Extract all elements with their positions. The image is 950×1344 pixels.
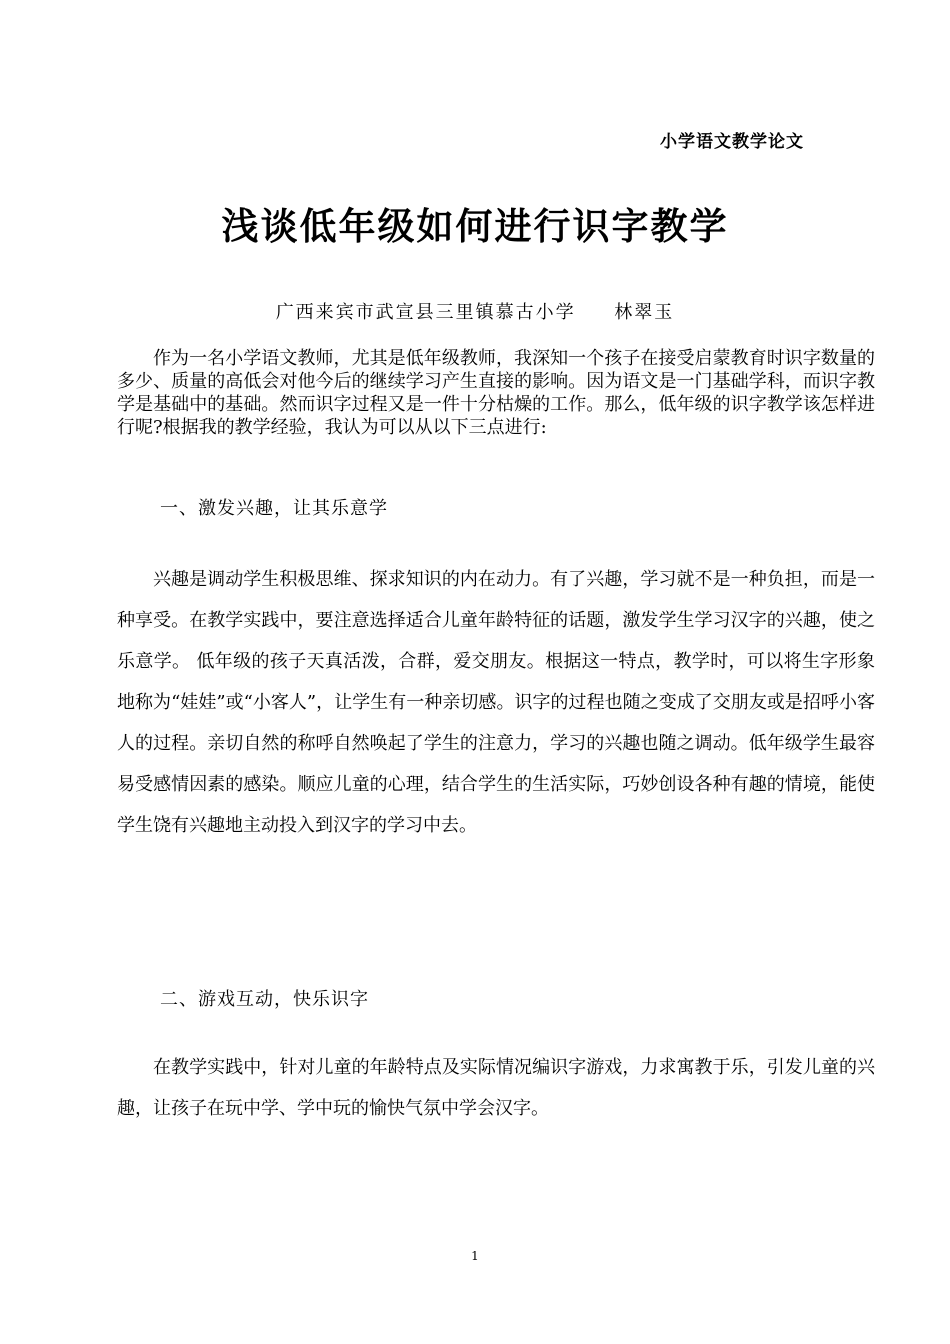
section-heading-1: 一、激发兴趣，让其乐意学 xyxy=(160,498,388,519)
header-category-label: 小学语文教学论文 xyxy=(660,132,804,152)
document-title: 浅谈低年级如何进行识字教学 xyxy=(221,205,729,248)
author-affiliation: 广西来宾市武宣县三里镇慕古小学 林翠玉 xyxy=(275,302,675,323)
section-body-2: 在教学实践中，针对儿童的年龄特点及实际情况编识字游戏，力求寓教于乐，引发儿童的兴趣，让孩子在玩中学、学中玩的愉快气氛中学会汉字。 xyxy=(117,1057,875,1119)
page-number: 1 xyxy=(471,1249,479,1263)
section-body-1: 兴趣是调动学生积极思维、探求知识的内在动力。有了兴趣，学习就不是一种负担，而是一种享受。在教学实践中，要注意选择适合儿童年龄特征的话题，激发学生学习汉字的兴趣，使之乐意学。 低年级的孩子天真活泼，合群，爱交朋友。根据这一特点，教学时，可以将生字形象地称为“娃娃”或“小客人”，让学生有一种亲切感。识字的过程也随之变成了交朋友或是招呼小客人的过程。亲切自然的称呼自然唤起了学生的注意力，学习的兴趣也随之调动。低年级学生最容易受感情因素的感染。顺应儿童的心理，结合学生的生活实际，巧妙创设各种有趣的情境，能使学生饶有兴趣地主动投入到汉字的学习中去。 xyxy=(117,569,875,836)
intro-paragraph: 作为一名小学语文教师，尤其是低年级教师，我深知一个孩子在接受启蒙教育时识字数量的多少、质量的高低会对他今后的继续学习产生直接的影响。因为语文是一门基础学科，而识字教学是基础中的基础。然而识字过程又是一件十分枯燥的工作。那么，低年级的识字教学该怎样进行呢?根据我的教学经验，我认为可以从以下三点进行: xyxy=(117,348,875,438)
section-heading-2: 二、游戏互动，快乐识字 xyxy=(160,989,369,1010)
